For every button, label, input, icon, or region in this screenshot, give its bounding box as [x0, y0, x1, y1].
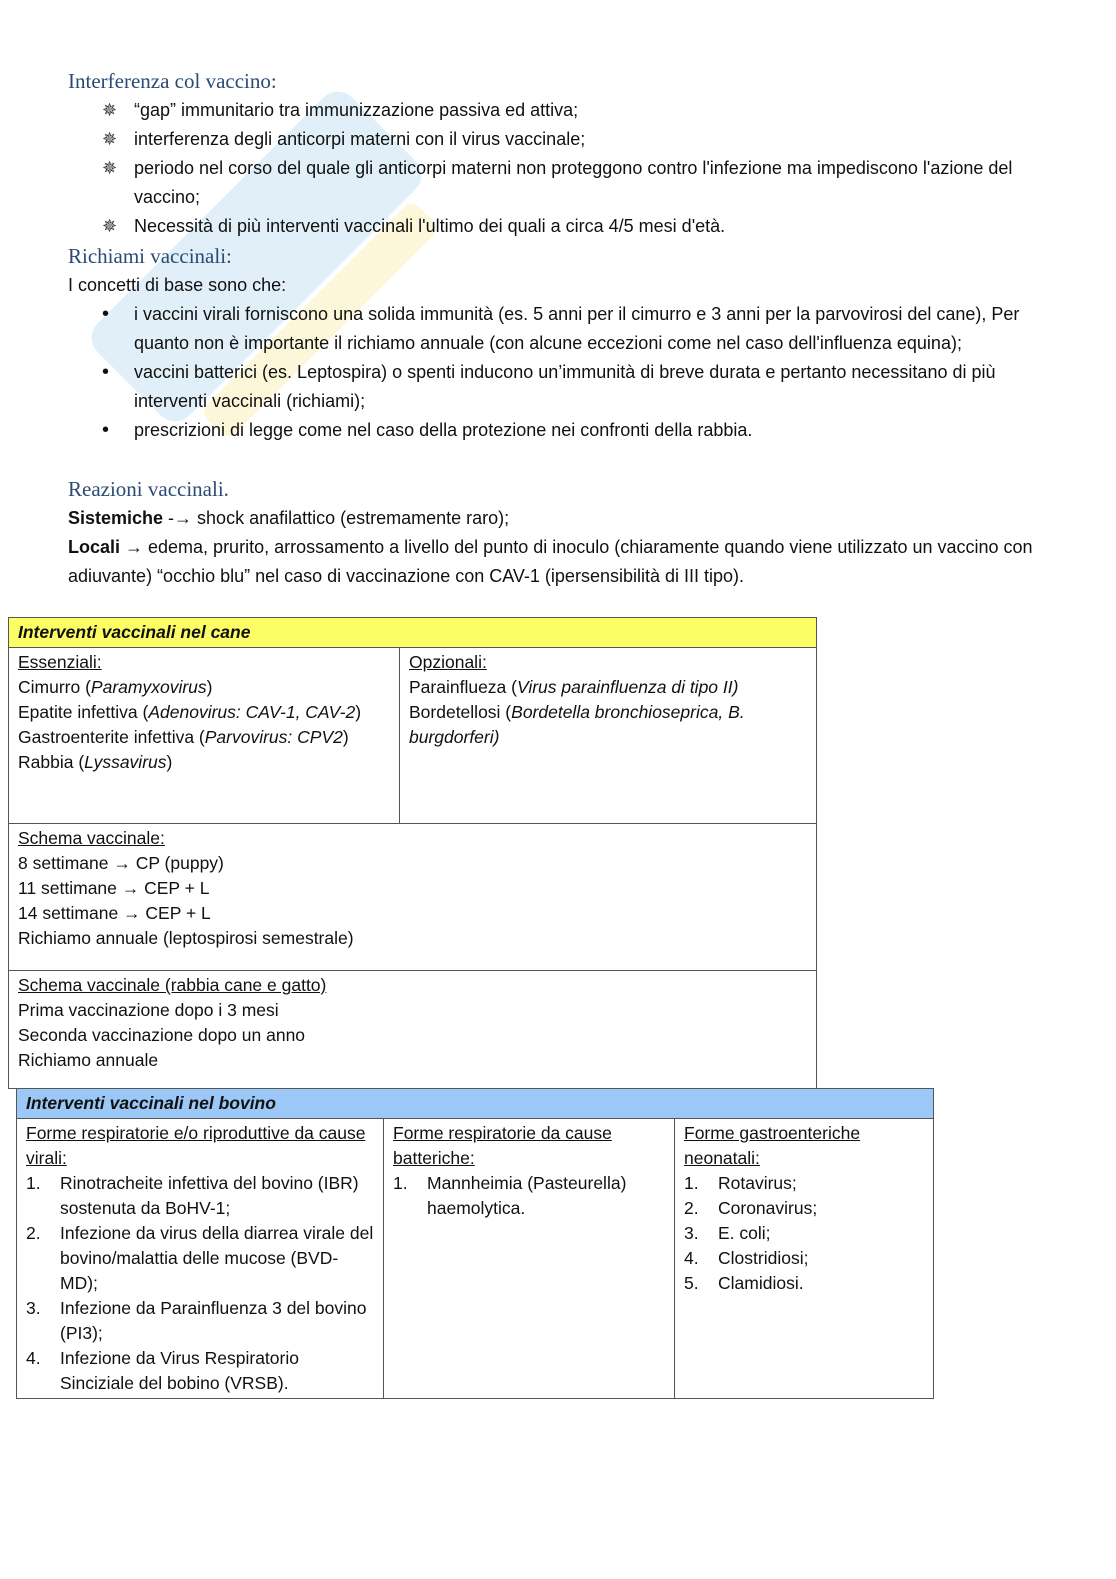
boosters-list	[68, 300, 1048, 445]
list-item: 3. E. coli;	[684, 1223, 771, 1243]
list-item: ✵ Necessità di più interventi vaccinali l'ultimo dei quali a circa 4/5 mesi d'età.	[68, 212, 1048, 241]
list-item: Cimurro (Paramyxovirus)	[18, 677, 213, 697]
list-item: ✵ periodo nel corso del quale gli anticorpi materni non proteggono contro l'infezione ma impediscono l'azione del vaccino;	[68, 154, 1048, 212]
systemic-reactions: Sistemiche -→ shock anafilattico (estremamente raro);	[68, 508, 510, 528]
list-item: 14 settimane → CEP + L	[18, 903, 211, 923]
local-reactions: Locali → edema, prurito, arrossamento a livello del punto di inoculo (chiaramente quando viene utilizzato un vaccino con adiuvante) “occhio blu” nel caso di vaccinazione con CAV-1 (ipersensibilità di III tipo).	[68, 537, 1033, 586]
list-item: Richiamo annuale	[18, 1050, 159, 1070]
list-item: 11 settimane → CEP + L	[18, 878, 210, 898]
schedule-title: Schema vaccinale:	[18, 828, 165, 848]
cattle-vaccination-table	[16, 1088, 934, 1399]
bullet-icon: •	[102, 361, 110, 383]
essential-title: Essenziali:	[18, 652, 102, 672]
viral-forms-cell	[17, 1119, 384, 1399]
document-body	[68, 66, 1048, 591]
rabies-schedule-cell	[9, 971, 817, 1089]
gastro-list	[684, 1171, 924, 1296]
dog-table-header: Interventi vaccinali nel cane	[9, 618, 817, 648]
bullet-icon: •	[102, 303, 110, 325]
gastro-title: Forme gastroenteriche neonatali:	[684, 1123, 861, 1168]
list-item: 4. Clostridiosi;	[684, 1248, 809, 1268]
list-item: Prima vaccinazione dopo i 3 mesi	[18, 1000, 279, 1020]
schedule-cell	[9, 824, 817, 971]
list-item: 8 settimane → CP (puppy)	[18, 853, 224, 873]
bullet-icon: •	[102, 419, 110, 441]
rabies-title: Schema vaccinale (rabbia cane e gatto)	[18, 975, 327, 995]
list-item: 5. Clamidiosi.	[684, 1273, 804, 1293]
list-item: 1. Mannheimia (Pasteurella) haemolytica.	[393, 1173, 627, 1218]
list-item: Rabbia (Lyssavirus)	[18, 752, 173, 772]
reactions-title: Reazioni vaccinali.	[68, 477, 229, 501]
optional-cell	[400, 648, 817, 824]
interference-list	[68, 96, 1048, 241]
list-item: 2. Coronavirus;	[684, 1198, 818, 1218]
boosters-title: Richiami vaccinali:	[68, 244, 232, 268]
list-item: ✵ “gap” immunitario tra immunizzazione passiva ed attiva;	[68, 96, 1048, 125]
dog-vaccination-table	[8, 617, 817, 1089]
boosters-intro: I concetti di base sono che:	[68, 275, 287, 295]
list-item: ✵ interferenza degli anticorpi materni con il virus vaccinale;	[68, 125, 1048, 154]
list-item: Epatite infettiva (Adenovirus: CAV-1, CAV-2)	[18, 702, 362, 722]
list-item: Bordetellosi (Bordetella bronchioseprica, B. burgdorferi)	[409, 702, 745, 747]
star-bullet-icon: ✵	[102, 158, 118, 178]
viral-list	[26, 1171, 374, 1396]
interference-title: Interferenza col vaccino:	[68, 69, 277, 93]
list-item: 4. Infezione da Virus Respiratorio Sinciziale del bobino (VRSB).	[26, 1348, 299, 1393]
cattle-table-header: Interventi vaccinali nel bovino	[17, 1089, 934, 1119]
gastro-forms-cell	[675, 1119, 934, 1399]
list-item: 1. Rinotracheite infettiva del bovino (IBR) sostenuta da BoHV-1;	[26, 1173, 359, 1218]
list-item: 1. Rotavirus;	[684, 1173, 797, 1193]
bacterial-forms-cell	[384, 1119, 675, 1399]
star-bullet-icon: ✵	[102, 216, 118, 236]
list-item: • vaccini batterici (es. Leptospira) o spenti inducono un’immunità di breve durata e pertanto necessitano di più interventi vaccinali (richiami);	[68, 358, 1048, 416]
list-item: Parainflueza (Virus parainfluenza di tipo II)	[409, 677, 739, 697]
bacterial-list	[393, 1171, 665, 1221]
list-item: Richiamo annuale (leptospirosi semestrale)	[18, 928, 354, 948]
star-bullet-icon: ✵	[102, 100, 118, 120]
list-item: Seconda vaccinazione dopo un anno	[18, 1025, 306, 1045]
list-item: • i vaccini virali forniscono una solida immunità (es. 5 anni per il cimurro e 3 anni per la parvovirosi del cane), Per quanto non è importante il richiamo annuale (con alcune eccezioni come nel caso dell'influenza equina);	[68, 300, 1048, 358]
bacterial-title: Forme respiratorie da cause batteriche:	[393, 1123, 612, 1168]
star-bullet-icon: ✵	[102, 129, 118, 149]
list-item: • prescrizioni di legge come nel caso della protezione nei confronti della rabbia.	[68, 416, 1048, 445]
optional-title: Opzionali:	[409, 652, 487, 672]
list-item: 3. Infezione da Parainfluenza 3 del bovino (PI3);	[26, 1298, 367, 1343]
essential-cell	[9, 648, 400, 824]
viral-title: Forme respiratorie e/o riproduttive da cause virali:	[26, 1123, 366, 1168]
list-item: 2. Infezione da virus della diarrea virale del bovino/malattia delle mucose (BVD-MD);	[26, 1223, 374, 1293]
list-item: Gastroenterite infettiva (Parvovirus: CPV2)	[18, 727, 349, 747]
